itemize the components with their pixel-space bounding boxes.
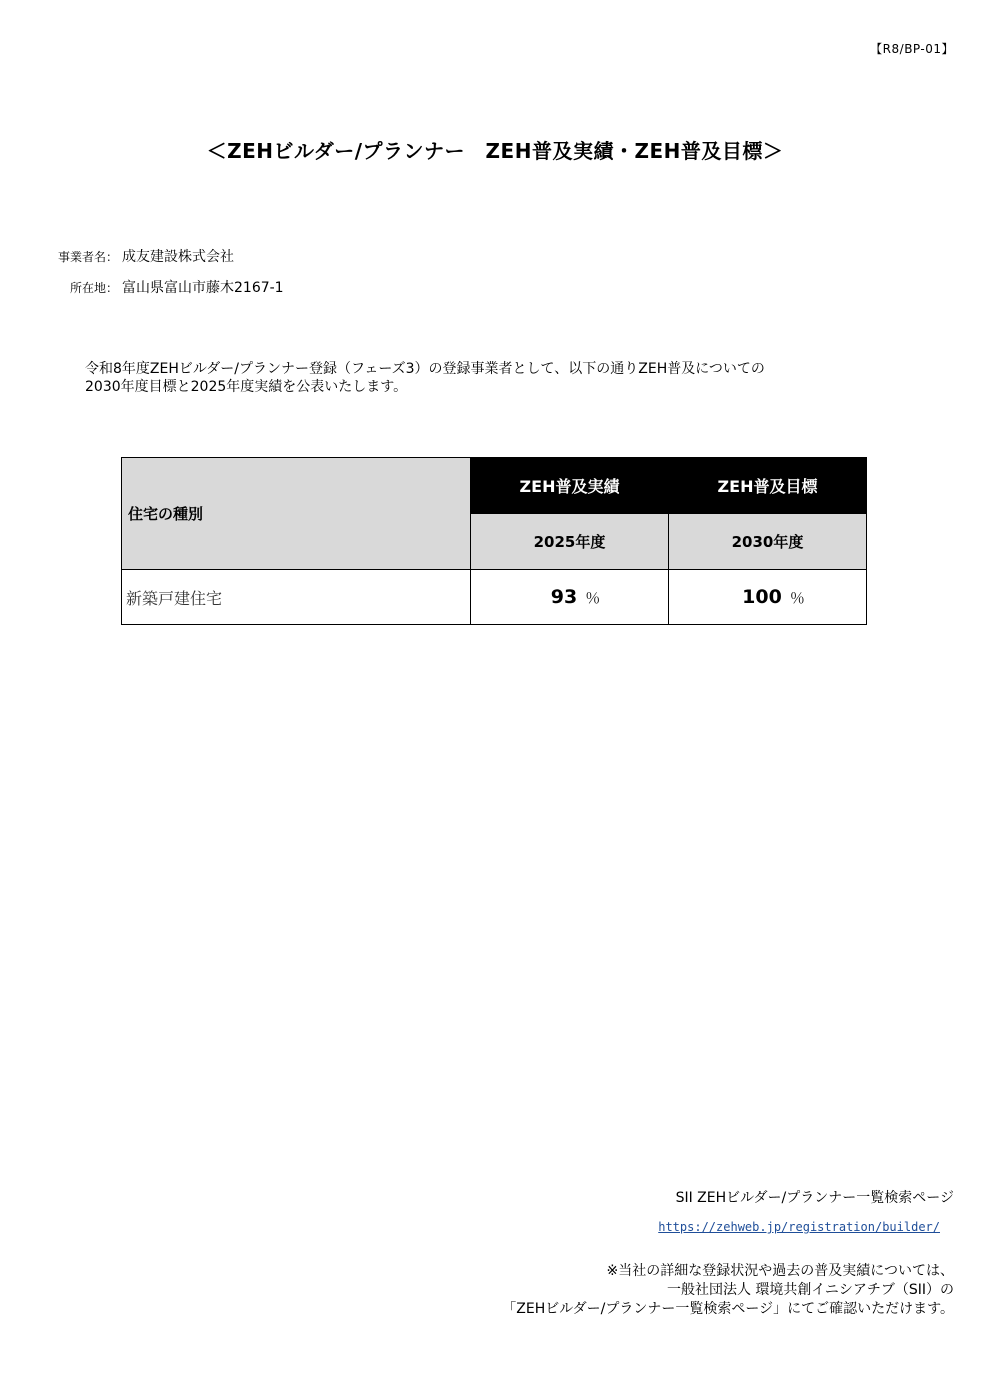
company-row [0, 246, 234, 266]
actual-header: ZEH普及実績 [471, 458, 669, 514]
note-line-2: 一般社団法人 環境共創イニシアチブ（SII）の [666, 1282, 954, 1298]
table-header-row [122, 458, 867, 514]
target-year-header: 2030年度 [669, 514, 867, 570]
footer-note [502, 1262, 954, 1319]
page-title: ＜ZEHビルダー/プランナー ZEH普及実績・ZEH普及目標＞ [206, 139, 784, 163]
note-line-3: 「ZEHビルダー/プランナー一覧検索ページ」にてご確認いただけます。 [502, 1301, 954, 1317]
intro-line-1: 令和8年度ZEHビルダー/プランナー登録（フェーズ3）の登録事業者として、以下の通りZEH普及についての [85, 361, 765, 377]
actual-value-cell [471, 570, 669, 625]
zeh-table [121, 457, 867, 625]
target-header: ZEH普及目標 [669, 458, 867, 514]
target-value: 100 [742, 586, 782, 608]
company-label: 事業者名： [57, 250, 118, 264]
actual-value: 93 [550, 586, 578, 608]
company-name: 成友建設株式会社 [122, 249, 234, 265]
address-value: 富山県富山市藤木2167-1 [122, 280, 284, 296]
note-line-1: ※当社の詳細な登録状況や過去の普及実績については、 [606, 1263, 954, 1279]
portal-name: SII ZEHビルダー/プランナー一覧検索ページ [675, 1190, 954, 1206]
housing-type-cell: 新築戸建住宅 [122, 570, 471, 625]
intro-text [85, 360, 905, 396]
address-label: 所在地： [69, 281, 118, 295]
table-row [122, 570, 867, 625]
document-code: 【R8/BP-01】 [870, 42, 954, 56]
target-value-cell [669, 570, 867, 625]
actual-unit: ％ [585, 589, 601, 607]
address-row [0, 277, 284, 297]
target-unit: ％ [789, 589, 805, 607]
portal-link[interactable]: https://zehweb.jp/registration/builder/ [658, 1220, 940, 1234]
housing-type-header: 住宅の種別 [122, 458, 471, 570]
intro-line-2: 2030年度目標と2025年度実績を公表いたします。 [85, 379, 408, 395]
actual-year-header: 2025年度 [471, 514, 669, 570]
